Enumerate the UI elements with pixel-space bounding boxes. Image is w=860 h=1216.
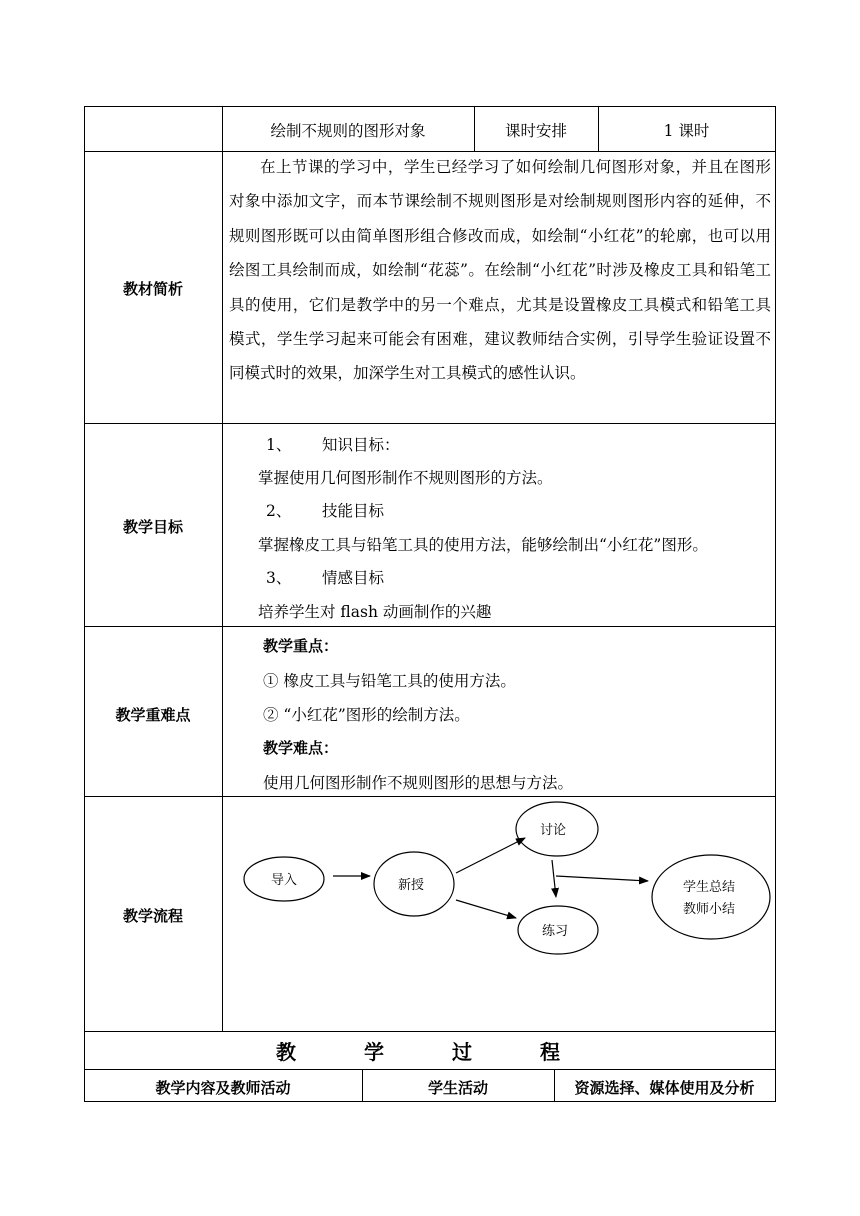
schedule-label: 课时安排 [504, 122, 567, 140]
objective-3-desc: 培养学生对 flash 动画制作的兴趣 [258, 603, 492, 621]
schedule-value: 1 课时 [663, 122, 710, 140]
objectives-label: 教学目标 [122, 518, 183, 536]
objective-2-number: 2、 [266, 502, 292, 520]
objective-1-title: 知识目标： [322, 436, 400, 454]
flow-label: 教学流程 [122, 907, 183, 925]
flow-text-intro: 导入 [270, 873, 298, 888]
objective-2-desc: 掌握橡皮工具与铅笔工具的使用方法，能够绘制出“小红花”图形。 [258, 536, 708, 554]
objective-3-title: 情感目标 [322, 569, 385, 587]
process-col-student: 学生活动 [427, 1079, 488, 1097]
focus-item-1: ① 橡皮工具与铅笔工具的使用方法。 [263, 672, 516, 690]
flow-text-discuss: 讨论 [539, 823, 567, 838]
flow-text-practice: 练习 [541, 924, 569, 939]
flow-arrow-discuss-practice [552, 860, 556, 897]
objective-1-desc: 掌握使用几何图形制作不规则图形的方法。 [258, 469, 553, 487]
materials-text: 在上节课的学习中，学生已经学习了如何绘制几何图形对象，并且在图形对象中添加文字，而本节课绘制不规则图形是对绘制规则图形内容的延伸，不规则图形既可以由简单图形组合修改而成，如绘制“小红花”的轮廓，也可以用绘图工具绘制而成，如绘制“花蕊”。在绘制“小红花”时涉及橡皮工具和铅笔工具的使用，它们是教学中的另一个难点，尤其是设置橡皮工具模式和铅笔工具模式，学生学习起来可能会有困难，建议教师结合实例，引导学生验证设置不同模式时的效果，加深学生对工具模式的感性认识。 [229, 158, 771, 383]
flow-arrow-new-practice [456, 900, 516, 918]
flow-text-summary-2: 教师小结 [682, 902, 736, 917]
process-col-resources: 资源选择、媒体使用及分析 [574, 1079, 755, 1097]
difficulty-title: 教学难点： [263, 739, 339, 757]
process-col-teacher: 教学内容及教师活动 [155, 1079, 291, 1097]
flow-node-summary [652, 855, 770, 939]
flow-text-new: 新授 [397, 878, 425, 893]
key-points-label: 教学重难点 [115, 706, 191, 724]
difficulty-text: 使用几何图形制作不规则图形的思想与方法。 [263, 774, 574, 792]
objective-3-number: 3、 [266, 569, 292, 587]
flow-text-summary-1: 学生总结 [682, 880, 736, 895]
flow-arrow-new-discuss [456, 838, 525, 873]
objective-1-number: 1、 [266, 436, 292, 454]
focus-title: 教学重点： [263, 637, 339, 655]
objective-2-title: 技能目标 [322, 502, 385, 520]
lesson-topic: 绘制不规则的图形对象 [270, 122, 426, 140]
flow-arrow-to-summary [556, 876, 648, 881]
process-title: 教 学 过 程 [276, 1040, 584, 1064]
materials-label: 教材简析 [122, 280, 183, 298]
focus-item-2: ② “小红花”图形的绘制方法。 [263, 706, 470, 724]
